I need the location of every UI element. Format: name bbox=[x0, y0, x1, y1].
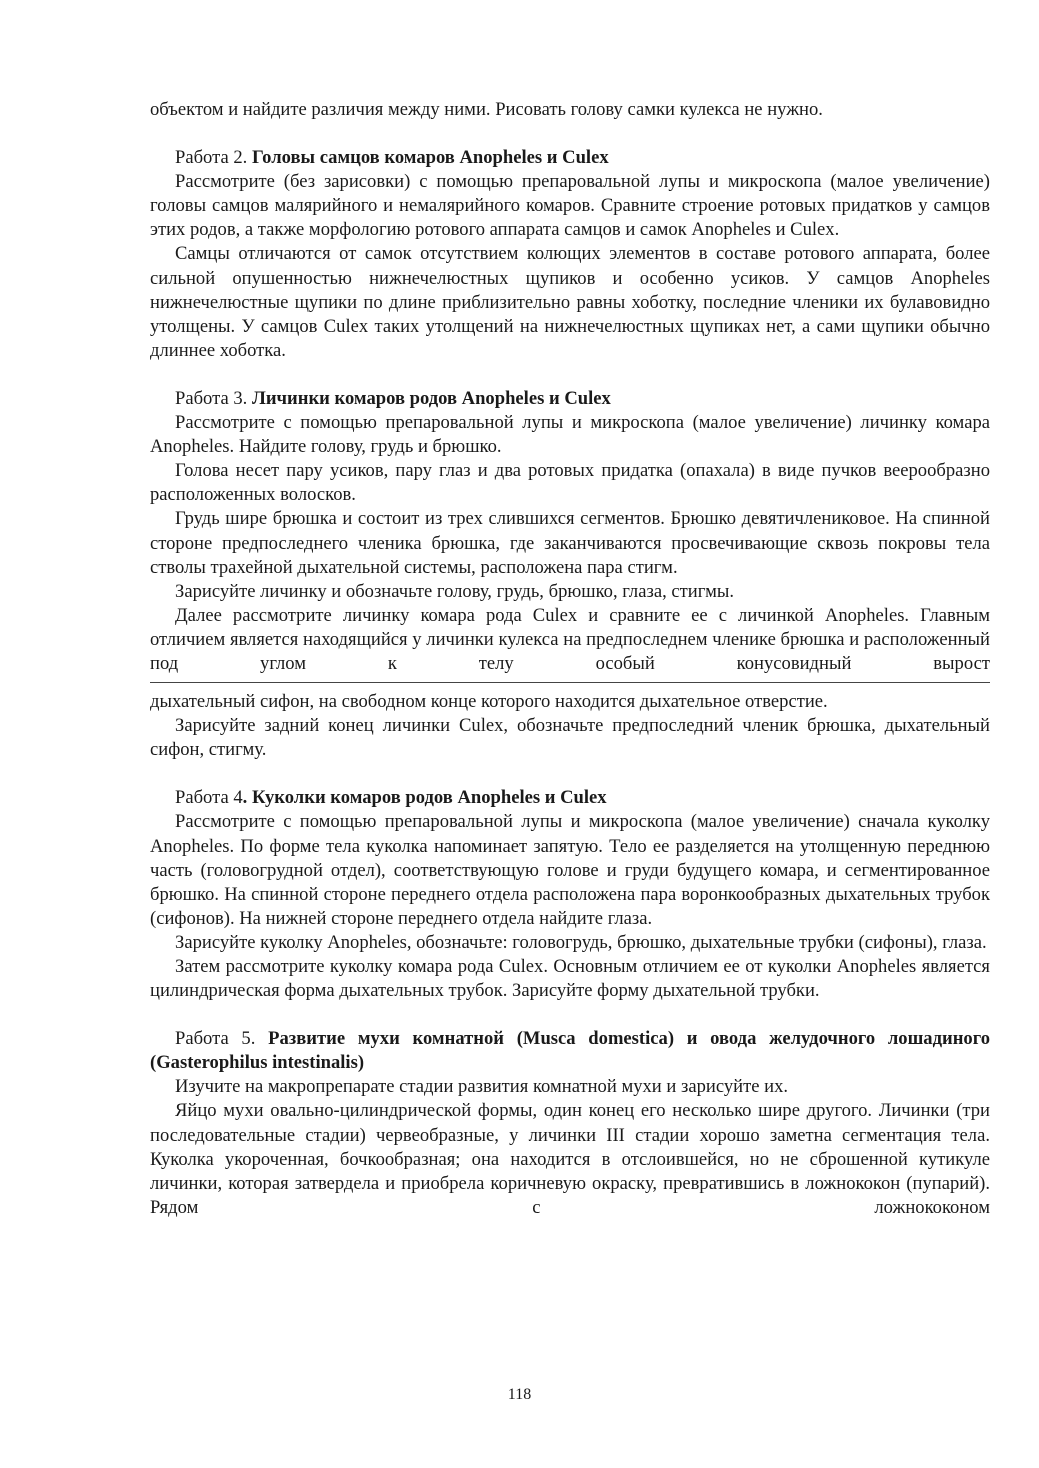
spacer bbox=[150, 363, 990, 387]
spacer bbox=[150, 122, 990, 146]
work5-label: Работа 5. bbox=[175, 1028, 256, 1050]
work3-paragraph-1: Рассмотрите с помощью препаровальной лупы и микроскопа (малое увеличение) личинку комара Anopheles. Найдите голову, грудь и брюшко. bbox=[150, 412, 990, 458]
work4-paragraph-2: Зарисуйте куколку Anopheles, обозначьте: головогрудь, брюшко, дыхательные трубки (сифоны), глаза. bbox=[175, 931, 987, 953]
work2-heading bbox=[150, 146, 990, 170]
work2-paragraph-1: Рассмотрите (без зарисовки) с помощью препаровальной лупы и микроскопа (малое увеличение) головы самцов малярийного и немалярийного комаров. Сравните строение ротовых придатков у самцов этих родов, а также морфологию ротового аппарата самцов и самок Anopheles и Culex. bbox=[150, 171, 990, 241]
work3-label: Работа 3. bbox=[175, 387, 248, 409]
work4-label: Работа 4 bbox=[175, 787, 243, 809]
spacer bbox=[150, 762, 990, 786]
work3-paragraph-6: дыхательный сифон, на свободном конце которого находится дыхательное отверстие. bbox=[150, 691, 828, 713]
document-page bbox=[150, 98, 990, 1220]
work3-paragraph-3: Грудь шире брюшка и состоит из трех слившихся сегментов. Брюшко девятичлениковое. На спинной стороне предпоследнего членика брюшка, где заканчиваются просвечивающие сквозь покровы тела стволы трахейной дыхательной системы, расположена пара стигм. bbox=[150, 508, 990, 578]
work5-heading bbox=[150, 1027, 990, 1075]
intro-line: объектом и найдите различия между ними. Рисовать голову самки кулекса не нужно. bbox=[150, 99, 823, 120]
work3-paragraph-2: Голова несет пару усиков, пару глаз и два ротовых придатка (опахала) в виде пучков веерообразно расположенных волосков. bbox=[150, 460, 990, 506]
work5-paragraph-2: Яйцо мухи овально-цилиндрической формы, один конец его несколько шире другого. Личинки (три последовательные стадии) червеобразные, у личинки III стадии хорошо заметна сегментация тела. Куколка укороченная, бочкообразная; она находится в отслоившейся, но не сброшенной кутикуле личинки, которая затвердела и приобрела коричневую окраску, превратившись в ложнококон (пупарий). Рядом с ложнококоном bbox=[150, 1100, 990, 1218]
spacer bbox=[150, 1003, 990, 1027]
work3-title: Личинки комаров родов Anopheles и Culex bbox=[251, 387, 611, 409]
work2-label: Работа 2. bbox=[175, 147, 248, 169]
horizontal-divider bbox=[150, 682, 990, 683]
work2-title: Головы самцов комаров Anopheles и Culex bbox=[251, 147, 609, 169]
work2-paragraph-2: Самцы отличаются от самок отсутствием колющих элементов в составе ротового аппарата, более сильной опушенностью нижнечелюстных щупиков и особенно усиков. У самцов Anopheles нижнечелюстные щупики по длине приблизительно равны хоботку, последние членики их булавовидно утолщены. У самцов Culex таких утолщений на нижнечелюстных щупиках нет, а сами щупики обычно длиннее хоботка. bbox=[150, 243, 990, 361]
work4-paragraph-3: Затем рассмотрите куколку комара рода Culex. Основным отличием ее от куколки Anopheles является цилиндрическая форма дыхательных трубок. Зарисуйте форму дыхательной трубки. bbox=[150, 956, 990, 1002]
work3-paragraph-5: Далее рассмотрите личинку комара рода Culex и сравните ее с личинкой Anopheles. Главным отличием является находящийся у личинки кулекса на предпоследнем членике брюшка и расположенный под углом к телу особый конусовидный вырост bbox=[150, 604, 990, 674]
work4-paragraph-1: Рассмотрите с помощью препаровальной лупы и микроскопа (малое увеличение) сначала куколку Anopheles. По форме тела куколка напоминает запятую. Тело ее разделяется на утолщенную переднюю часть (головогрудной отдел), соответствующую голове и груди будущего комара, и сегментированное брюшко. На спинной стороне переднего отдела расположена пара воронкообразных дыхательных трубок (сифонов). На нижней стороне переднего отдела найдите глаза. bbox=[150, 811, 990, 929]
work3-paragraph-7: Зарисуйте задний конец личинки Culex, обозначьте предпоследний членик брюшка, дыхательный сифон, стигму. bbox=[150, 715, 990, 761]
work3-heading bbox=[150, 387, 990, 411]
work4-heading bbox=[150, 786, 990, 810]
work3-paragraph-4: Зарисуйте личинку и обозначьте голову, грудь, брюшко, глаза, стигмы. bbox=[175, 580, 734, 602]
work5-paragraph-1: Изучите на макропрепарате стадии развития комнатной мухи и зарисуйте их. bbox=[175, 1076, 789, 1098]
work5-title: Развитие мухи комнатной (Musca domestica) и овода желудочного лошадиного (Gasterophilus intestinalis) bbox=[150, 1028, 991, 1074]
work4-title: . Куколки комаров родов Anopheles и Culex bbox=[242, 787, 607, 809]
page-number: 118 bbox=[507, 1386, 532, 1403]
